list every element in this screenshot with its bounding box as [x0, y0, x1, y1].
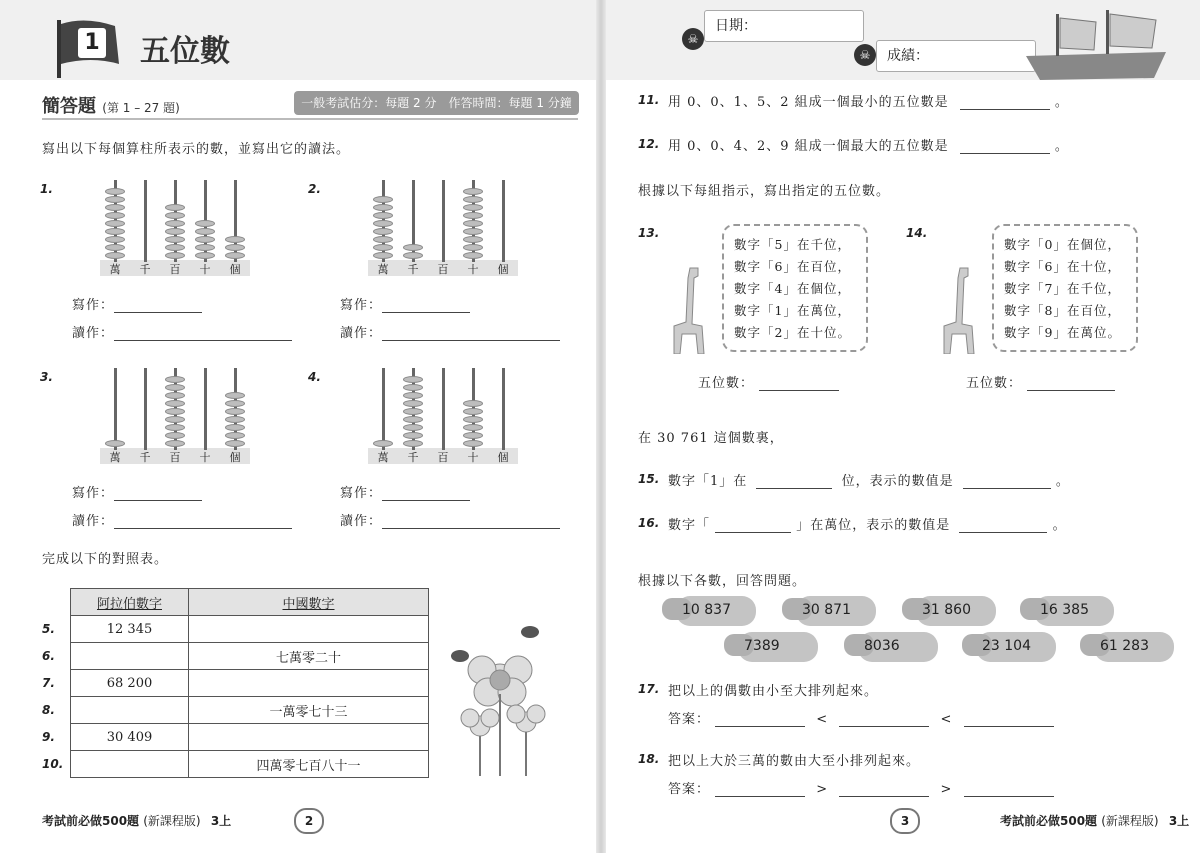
abacus-bead: [463, 400, 483, 407]
abacus-bead: [225, 252, 245, 259]
hippo-number: 61 283: [1100, 638, 1149, 654]
abacus-bead: [225, 400, 245, 407]
table-header-chinese: 中國數字: [189, 589, 429, 616]
abacus-bead: [463, 220, 483, 227]
skull-icon: ☠: [682, 28, 704, 50]
abacus-bead: [403, 416, 423, 423]
chapter-title: 五位數: [140, 34, 230, 69]
abacus-bead: [165, 252, 185, 259]
read-line: [340, 510, 560, 529]
skull-icon: ☠: [854, 44, 876, 66]
question-text: 位，表示的數值是: [841, 474, 954, 489]
abacus-bead: [195, 228, 215, 235]
abacus-rod: [382, 368, 385, 450]
chinese-cell: 七萬零二十: [189, 643, 429, 670]
question-number: 17.: [638, 682, 660, 696]
hippo-number: 10 837: [682, 602, 731, 618]
footer-right: [1000, 812, 1189, 829]
abacus-bead: [105, 212, 125, 219]
date-field[interactable]: [704, 10, 864, 42]
table-row: [71, 697, 429, 724]
abacus-bead: [373, 196, 393, 203]
place-label: 個: [497, 263, 509, 276]
question-number: 9.: [42, 730, 55, 744]
write-line: [340, 482, 470, 501]
write-line: [72, 294, 202, 313]
conversion-table: [70, 588, 429, 778]
clue-line: 數字「0」在個位，: [1004, 237, 1121, 252]
place-label: 千: [139, 451, 151, 464]
question-text: 」在萬位，表示的數值是: [796, 518, 951, 533]
period: 。: [1054, 139, 1069, 154]
answer-blank[interactable]: [839, 796, 929, 797]
abacus-bead: [105, 228, 125, 235]
abacus-bead: [403, 408, 423, 415]
answer-blank[interactable]: [114, 340, 292, 341]
hippo-number: 7389: [744, 638, 780, 654]
clue-line: 數字「9」在萬位。: [1004, 325, 1121, 340]
question-16: [668, 514, 1067, 533]
answer-line-17: [668, 708, 1054, 727]
clue-line: 數字「6」在百位，: [734, 259, 851, 274]
place-label: 千: [407, 263, 419, 276]
place-label: 個: [229, 451, 241, 464]
abacus-rod: [442, 368, 445, 450]
clue-line: 數字「2」在十位。: [734, 325, 851, 340]
question-number: 14.: [906, 226, 928, 240]
answer-blank[interactable]: [715, 796, 805, 797]
abacus-bead: [105, 244, 125, 251]
place-label: 個: [497, 451, 509, 464]
greater-than: >: [816, 782, 829, 797]
abacus-bead: [195, 244, 215, 251]
place-label: 百: [169, 263, 181, 276]
abacus-bead: [463, 416, 483, 423]
question-15: [668, 470, 1070, 489]
answer-blank[interactable]: [114, 312, 202, 313]
place-label: 十: [467, 451, 479, 464]
abacus-bead: [225, 432, 245, 439]
abacus-bead: [165, 392, 185, 399]
abacus: [368, 180, 518, 280]
abacus-bead: [165, 408, 185, 415]
table-row: [71, 616, 429, 643]
hippo-number: 8036: [864, 638, 900, 654]
abacus-bead: [403, 252, 423, 259]
question-number: 16.: [638, 516, 660, 530]
answer-blank[interactable]: [964, 796, 1054, 797]
section-title: [42, 92, 180, 118]
place-label: 個: [229, 263, 241, 276]
place-label: 百: [437, 451, 449, 464]
answer-blank[interactable]: [959, 532, 1047, 533]
answer-blank[interactable]: [382, 528, 560, 529]
chinese-cell: 一萬零七十三: [189, 697, 429, 724]
hippo-card: [844, 630, 940, 664]
abacus-bead: [165, 384, 185, 391]
book-spine: [596, 0, 606, 853]
abacus-bead: [165, 416, 185, 423]
question-text: 數字「: [668, 518, 711, 533]
abacus-bead: [105, 220, 125, 227]
abacus-bead: [165, 432, 185, 439]
hippo-card: [962, 630, 1058, 664]
page-number-right: 3: [890, 808, 920, 834]
abacus-bead: [463, 440, 483, 447]
hippo-card: [782, 594, 878, 628]
place-label: 萬: [109, 263, 121, 276]
abacus-bead: [195, 252, 215, 259]
field-label: 寫作：: [72, 298, 115, 313]
five-digit-label: 五位數：: [698, 376, 755, 391]
answer-blank[interactable]: [964, 726, 1054, 727]
question-number: 1.: [40, 182, 53, 196]
footer-left: [42, 812, 231, 829]
clue-line: 數字「7」在千位，: [1004, 281, 1121, 296]
question-number: 4.: [308, 370, 321, 384]
hippo-card: [724, 630, 820, 664]
question-text: 數字「1」在: [668, 474, 748, 489]
date-label: 日期：: [715, 18, 757, 34]
place-label: 十: [199, 451, 211, 464]
abacus-bead: [105, 188, 125, 195]
answer-label: 答案：: [668, 712, 711, 727]
question-number: 11.: [638, 93, 660, 107]
question-number: 5.: [42, 622, 55, 636]
place-label: 千: [407, 451, 419, 464]
abacus-bead: [225, 440, 245, 447]
abacus-bead: [165, 424, 185, 431]
abacus-bead: [373, 220, 393, 227]
footer-book-title: 考試前必做500題: [1000, 814, 1098, 828]
question-number: 10.: [42, 757, 64, 771]
field-label: 讀作：: [72, 326, 115, 341]
clue-card-14: [992, 224, 1138, 352]
table-row: [71, 751, 429, 778]
abacus-bead: [373, 228, 393, 235]
abacus-rod: [144, 368, 147, 450]
abacus-bead: [165, 440, 185, 447]
question-number: 12.: [638, 137, 660, 151]
answer-blank[interactable]: [114, 528, 292, 529]
hippo-number: 23 104: [982, 638, 1031, 654]
field-label: 讀作：: [340, 514, 383, 529]
abacus-bead: [373, 204, 393, 211]
exam-info-bar: 一般考試估分：每題 2 分 作答時間：每題 1 分鐘: [294, 91, 579, 115]
section-range: (第 1 – 27 題): [102, 101, 180, 115]
abacus-bead: [165, 244, 185, 251]
answer-blank[interactable]: [382, 500, 470, 501]
arabic-cell: 12 345: [71, 616, 189, 643]
abacus-bead: [165, 212, 185, 219]
question-17: 把以上的偶數由小至大排列起來。: [668, 684, 879, 699]
giraffe-icon: [668, 264, 708, 354]
arabic-cell[interactable]: [71, 751, 189, 778]
abacus-bead: [463, 228, 483, 235]
abacus: [100, 180, 250, 280]
abacus-bead: [165, 400, 185, 407]
abacus-bead: [403, 400, 423, 407]
period: 。: [1054, 95, 1069, 110]
table-row: [71, 670, 429, 697]
hippo-card: [902, 594, 998, 628]
question-number: 7.: [42, 676, 55, 690]
abacus-bead: [463, 188, 483, 195]
chinese-cell[interactable]: [189, 724, 429, 751]
instruction-hippos: 根據以下各數，回答問題。: [638, 574, 807, 589]
abacus-bead: [403, 424, 423, 431]
abacus-bead: [463, 408, 483, 415]
abacus-bead: [403, 376, 423, 383]
answer-label: 答案：: [668, 782, 711, 797]
abacus-bead: [463, 244, 483, 251]
answer-line-13: [698, 372, 839, 391]
footer-book-title: 考試前必做500題: [42, 814, 140, 828]
period: 。: [1052, 518, 1067, 533]
question-number: 13.: [638, 226, 660, 240]
answer-blank[interactable]: [114, 500, 202, 501]
chinese-cell: 四萬零七百八十一: [189, 751, 429, 778]
question-text: 用 0、0、4、2、9 組成一個最大的五位數是: [668, 139, 949, 154]
abacus-rod: [502, 180, 505, 262]
abacus-bead: [373, 236, 393, 243]
less-than: <: [816, 712, 829, 727]
abacus-bead: [373, 252, 393, 259]
clue-line: 數字「6」在十位，: [1004, 259, 1121, 274]
place-label: 百: [437, 263, 449, 276]
score-field[interactable]: [876, 40, 1036, 72]
abacus-bead: [463, 204, 483, 211]
abacus-bead: [403, 384, 423, 391]
period: 。: [1055, 474, 1070, 489]
question-18: 把以上大於三萬的數由大至小排列起來。: [668, 754, 921, 769]
abacus-bead: [373, 212, 393, 219]
answer-blank[interactable]: [960, 153, 1050, 154]
answer-blank[interactable]: [759, 390, 839, 391]
question-text: 用 0、0、1、5、2 組成一個最小的五位數是: [668, 95, 949, 110]
abacus-bead: [165, 228, 185, 235]
abacus: [368, 368, 518, 468]
clue-line: 數字「1」在萬位，: [734, 303, 851, 318]
answer-blank[interactable]: [715, 726, 805, 727]
question-number: 3.: [40, 370, 53, 384]
abacus-bead: [463, 236, 483, 243]
read-line: [72, 510, 292, 529]
abacus-bead: [463, 432, 483, 439]
answer-line-18: [668, 778, 1054, 797]
abacus-rod: [502, 368, 505, 450]
abacus-bead: [225, 408, 245, 415]
abacus-bead: [463, 252, 483, 259]
abacus-bead: [373, 244, 393, 251]
table-row: [71, 643, 429, 670]
instruction-digits: 根據以下每組指示，寫出指定的五位數。: [638, 184, 891, 199]
abacus-bead: [165, 236, 185, 243]
question-number: 2.: [308, 182, 321, 196]
chapter-number: 1: [78, 28, 106, 58]
instruction-number: 在 30 761 這個數裏，: [638, 431, 784, 446]
abacus-bead: [225, 416, 245, 423]
abacus-bead: [195, 220, 215, 227]
arabic-cell: 68 200: [71, 670, 189, 697]
page-number-left: 2: [294, 808, 324, 834]
score-label: 成績：: [887, 48, 929, 64]
answer-blank[interactable]: [960, 109, 1050, 110]
answer-line-14: [966, 372, 1115, 391]
abacus-bead: [105, 204, 125, 211]
abacus-bead: [225, 244, 245, 251]
greater-than: >: [940, 782, 953, 797]
flower-bee-illustration: [440, 618, 560, 778]
question-number: 8.: [42, 703, 55, 717]
question-number: 15.: [638, 472, 660, 486]
hippo-card: [662, 594, 758, 628]
abacus-bead: [165, 376, 185, 383]
question-number: 6.: [42, 649, 55, 663]
answer-blank[interactable]: [1027, 390, 1115, 391]
abacus-bead: [165, 220, 185, 227]
footer-grade: 3上: [1168, 814, 1190, 828]
abacus-rod: [144, 180, 147, 262]
chinese-cell[interactable]: [189, 616, 429, 643]
abacus-bead: [225, 236, 245, 243]
abacus-rod: [204, 368, 207, 450]
abacus-bead: [373, 440, 393, 447]
field-label: 寫作：: [72, 486, 115, 501]
place-label: 十: [199, 263, 211, 276]
instruction-table: 完成以下的對照表。: [42, 552, 169, 567]
answer-blank[interactable]: [756, 488, 832, 489]
question-11: [668, 91, 1069, 110]
abacus: [100, 368, 250, 468]
footer-grade: 3上: [210, 814, 232, 828]
hippo-card: [1020, 594, 1116, 628]
abacus-bead: [225, 392, 245, 399]
clue-line: 數字「4」在個位，: [734, 281, 851, 296]
clue-line: 數字「8」在百位，: [1004, 303, 1121, 318]
pirate-ship-icon: [1016, 8, 1178, 84]
divider: [42, 118, 578, 120]
answer-blank[interactable]: [715, 532, 791, 533]
arabic-cell[interactable]: [71, 643, 189, 670]
abacus-bead: [463, 424, 483, 431]
hippo-number: 31 860: [922, 602, 971, 618]
place-label: 千: [139, 263, 151, 276]
instruction-abacus: 寫出以下每個算柱所表示的數，並寫出它的讀法。: [42, 142, 351, 157]
write-line: [72, 482, 202, 501]
arabic-cell[interactable]: [71, 697, 189, 724]
answer-blank[interactable]: [839, 726, 929, 727]
hippo-number: 16 385: [1040, 602, 1089, 618]
giraffe-icon: [938, 264, 978, 354]
less-than: <: [940, 712, 953, 727]
clue-line: 數字「5」在千位，: [734, 237, 851, 252]
read-line: [72, 322, 292, 341]
five-digit-label: 五位數：: [966, 376, 1023, 391]
question-number: 18.: [638, 752, 660, 766]
answer-blank[interactable]: [382, 312, 470, 313]
arabic-cell: 30 409: [71, 724, 189, 751]
place-label: 十: [467, 263, 479, 276]
field-label: 寫作：: [340, 298, 383, 313]
chinese-cell[interactable]: [189, 670, 429, 697]
section-title-text: 簡答題: [42, 96, 96, 117]
abacus-bead: [165, 204, 185, 211]
abacus-bead: [225, 424, 245, 431]
abacus-rod: [114, 368, 117, 450]
write-line: [340, 294, 470, 313]
abacus-bead: [403, 392, 423, 399]
answer-blank[interactable]: [382, 340, 560, 341]
right-page: [606, 0, 1200, 853]
footer-edition: (新課程版): [1101, 814, 1159, 828]
read-line: [340, 322, 560, 341]
abacus-bead: [403, 432, 423, 439]
abacus-rod: [442, 180, 445, 262]
abacus-bead: [105, 196, 125, 203]
abacus-bead: [463, 196, 483, 203]
left-page: [0, 0, 596, 853]
abacus-bead: [463, 212, 483, 219]
field-label: 寫作：: [340, 486, 383, 501]
field-label: 讀作：: [340, 326, 383, 341]
abacus-bead: [105, 236, 125, 243]
table-header-arabic: 阿拉伯數字: [71, 589, 189, 616]
place-label: 百: [169, 451, 181, 464]
place-label: 萬: [377, 451, 389, 464]
question-12: [668, 135, 1069, 154]
answer-blank[interactable]: [963, 488, 1051, 489]
abacus-bead: [403, 244, 423, 251]
field-label: 讀作：: [72, 514, 115, 529]
hippo-number: 30 871: [802, 602, 851, 618]
place-label: 萬: [377, 263, 389, 276]
table-row: [71, 724, 429, 751]
hippo-card: [1080, 630, 1176, 664]
footer-edition: (新課程版): [143, 814, 201, 828]
clue-card-13: [722, 224, 868, 352]
abacus-bead: [403, 440, 423, 447]
place-label: 萬: [109, 451, 121, 464]
abacus-bead: [105, 440, 125, 447]
abacus-bead: [195, 236, 215, 243]
abacus-bead: [105, 252, 125, 259]
